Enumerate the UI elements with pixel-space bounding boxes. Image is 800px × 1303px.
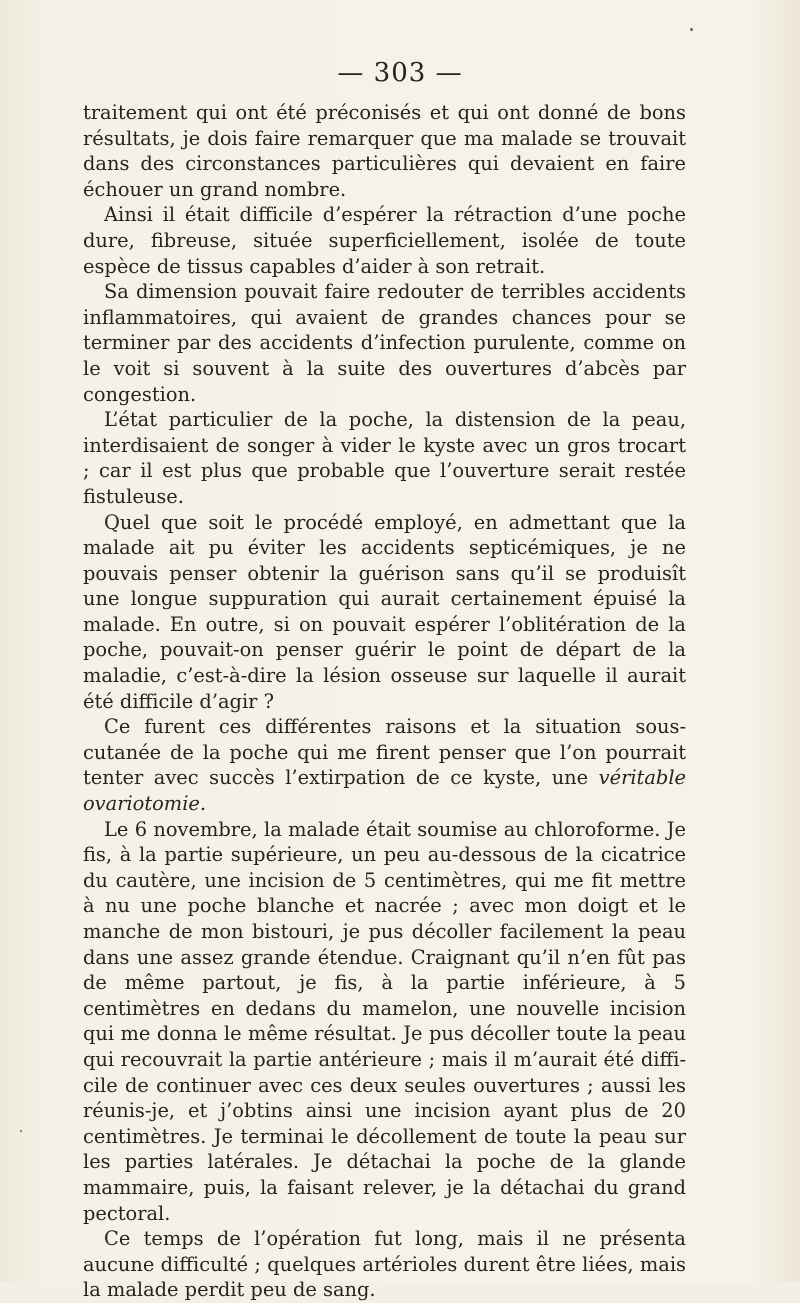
paragraph-6 xyxy=(83,714,686,816)
paragraph-5: Quel que soit le procédé employé, en admettant que la malade ait pu éviter les accidents septicémiques, je ne pouvais penser obtenir la guérison sans qu’il se produisît une longue suppuration qui aurait certainement épuisé la malade. En outre, si on pouvait espérer l’oblitération de la poche, pouvait-on penser guérir le point de départ de la maladie, c’est-à-dire la lésion osseuse sur laquelle il aurait été difficile d’agir ? xyxy=(83,510,686,713)
paragraph-4: L’état particulier de la poche, la distension de la peau, interdisaient de songer à vider le kyste avec un gros trocart ; car il est plus que probable que l’ouverture serait restée fistuleuse. xyxy=(83,408,686,508)
paragraph-3: Sa dimension pouvait faire redouter de terribles accidents inflammatoires, qui avaient de grandes chances pour se terminer par des accidents d’infection purulente, comme on le voit si souvent à la suite des ouvertures d’abcès par congestion. xyxy=(83,280,686,406)
paragraph-1: traitement qui ont été préconisés et qui ont donné de bons résultats, je dois faire remarquer que ma malade se trouvait dans des circonstances particulières qui devaient en faire échouer un grand nombre. xyxy=(83,101,686,201)
page-number: — 303 — xyxy=(337,58,463,88)
paragraph-6-text: Ce furent ces différentes raisons et la situation sous-cutanée de la poche qui me firent penser que l’on pourrait tenter avec succès l’extirpation de ce kyste, une xyxy=(83,715,686,790)
paper-speck xyxy=(20,1130,22,1132)
paragraph-2: Ainsi il était difficile d’espérer la rétraction d’une poche dure, fibreuse, située superficiellement, isolée de toute espèce de tissus capables d’aider à son retrait. xyxy=(83,203,686,278)
paragraph-7: Le 6 novembre, la malade était soumise au chloroforme. Je fis, à la partie supérieure, un peu au-dessous de la cicatrice du cautère, une incision de 5 centimètres, qui me fit mettre à nu une poche blanche et nacrée ; avec mon doigt et le manche de mon bistouri, je pus décoller facilement la peau dans une assez grande étendue. Craignant qu’il n’en fût pas de même partout, je fis, à la partie inférieure, à 5 centimètres en dedans du mamelon, une nouvelle incision qui me donna le même résultat. Je pus décoller toute la peau qui recouvrait la partie antérieure ; mais il m’aurait été difficile de continuer avec ces deux seules ouvertures ; aussi les réunis-je, et j’obtins ainsi une incision ayant plus de 20 centimètres. Je terminai le décollement de toute la peau sur les parties latérales. Je détachai la poche de la glande mammaire, puis, la faisant relever, je la détachai du grand pectoral. xyxy=(83,817,686,1225)
body-text xyxy=(83,100,686,1303)
paragraph-8: Ce temps de l’opération fut long, mais il ne présenta aucune difficulté ; quelques artérioles durent être liées, mais la malade perdit peu de sang. xyxy=(83,1227,686,1302)
paper-speck xyxy=(690,28,693,31)
italic-phrase: véritable ovariotomie. xyxy=(83,766,686,816)
